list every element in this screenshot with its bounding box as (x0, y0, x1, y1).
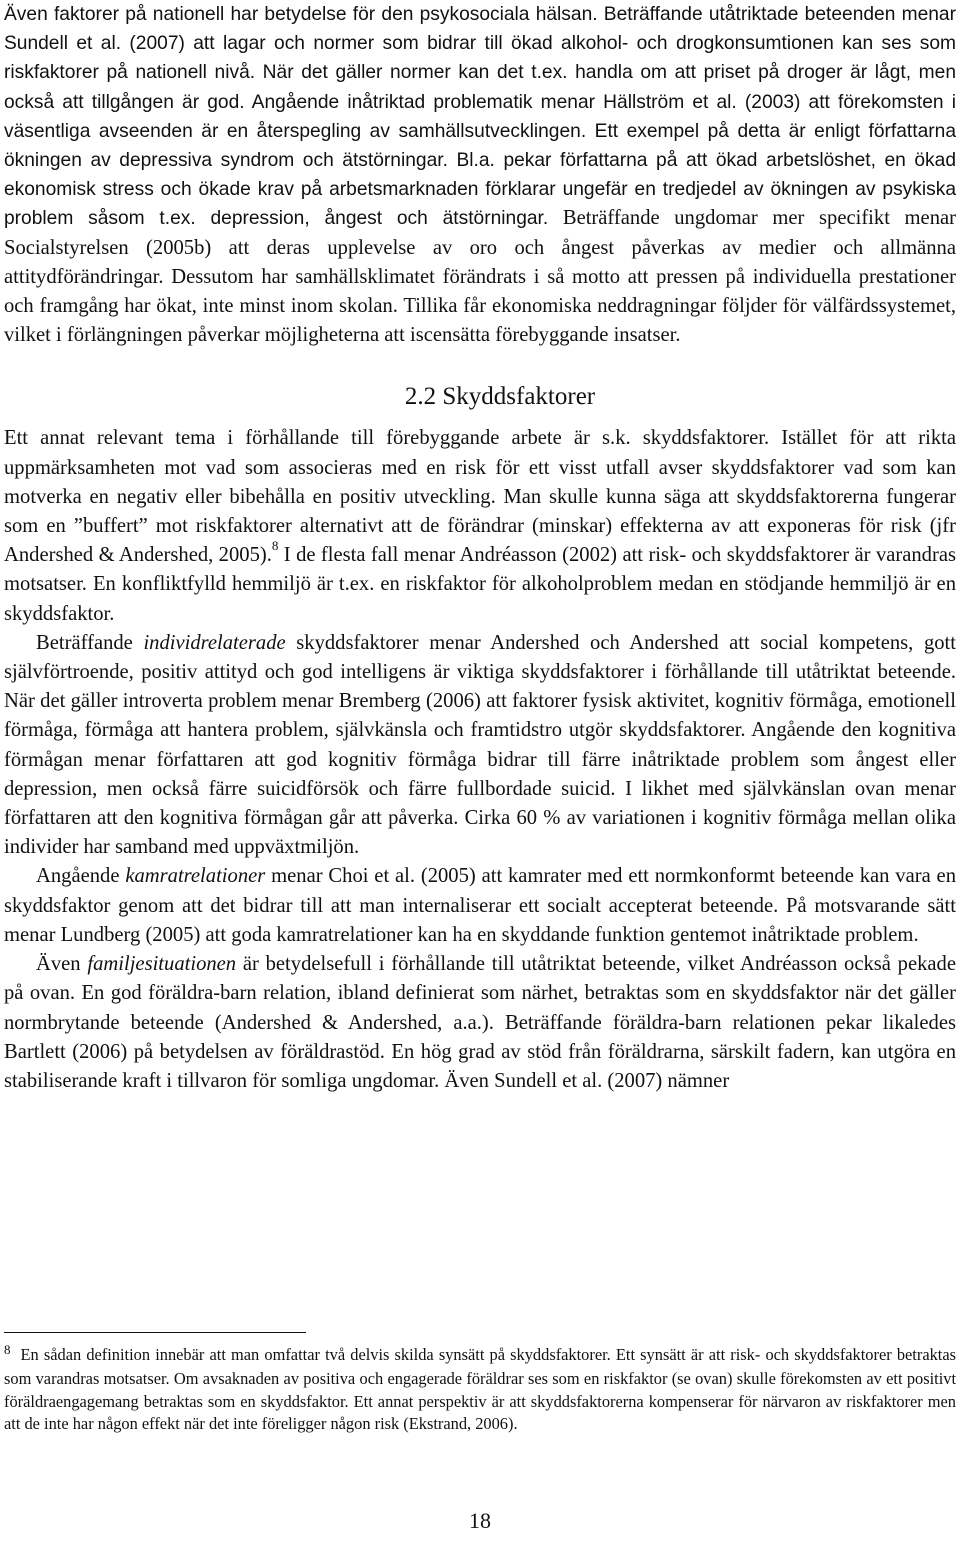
footnote-reference[interactable]: 8 (271, 538, 279, 554)
footnote-text: En sådan definition innebär att man omfattar två delvis skilda synsätt på skyddsfaktorer. Ett synsätt är att risk- och skyddsfaktorer betraktas som varandras motsatser. Om avsaknaden av positiva och engagerade föräldrar ses som en riskfaktor (se ovan) skulle förekomsten av ett positivt föräldraengagemang betraktas som en skyddsfaktor. Ett annat perspektiv är att skyddsfaktorerna kompenserar för närvaron av riskfaktorer men att de inte har någon effekt när det inte föreligger någon risk (Ekstrand, 2006). (4, 1345, 956, 1434)
paragraph-text-sans: Även faktorer på nationell har betydelse för den psykosociala hälsan. Beträffande utåtriktade beteenden menar Sundell et al. (2007) att lagar och normer som bidrar till ökad alkohol- och drogkonsumtionen kan ses som riskfaktorer på nationell nivå. När det gäller normer kan det t.ex. handla om att priset på droger är lågt, men också att tillgången är god. Angående inåtriktad problematik menar Hällström et al. (2003) att förekomsten i väsentliga avseenden är en återspegling av samhällsutvecklingen. Ett exempel på detta är enligt författarna ökningen av depressiva syndrom och ätstörningar. Bl.a. pekar författarna på att ökad arbetslöshet, en ökad ekonomisk stress och ökade krav på arbetsmarknaden förklarar ungefär en tredjedel av ökningen av psykiska problem såsom t.ex. depression, ångest och ätstörningar. (4, 4, 956, 230)
emphasized-term: kamratrelationer (125, 865, 266, 888)
paragraph-text: Beträffande (36, 631, 144, 654)
paragraph-protective-factors (4, 424, 956, 628)
paragraph-text: Ett annat relevant tema i förhållande till förebyggande arbete är s.k. skyddsfaktorer. Istället för att rikta uppmärksamheten mot vad som associeras med en risk för ett visst utfall avser skyddsfaktorer vad som kan motverka en negativ eller bibehålla en positiv utveckling. Man skulle kunna säga att skyddsfaktorerna fungerar som en ”buffert” mot riskfaktorer alternativt att de förändrar (minskar) effekterna av att exponeras för risk (jfr Andershed & Andershed, 2005). (4, 427, 956, 567)
paragraph-text: skyddsfaktorer menar Andershed och Andershed att social kompetens, gott självförtroende, positiv attityd och god intelligens är viktiga skyddsfaktorer i förhållande till utåtriktat beteende. När det gäller introverta problem menar Bremberg (2006) att faktorer fysisk aktivitet, kognitiv förmåga, emotionell förmåga, förmåga att hantera problem, självkänsla och framtidstro utgör skyddsfaktorer. Angående den kognitiva förmågan menar författaren att god kognitiv förmåga bidrar till färre inåtriktade problem som ångest eller depression, men också färre suicidförsök och färre fullbordade suicid. I likhet med självkänslan ovan menar författaren att den kognitiva förmågan går att påverka. Cirka 60 % av variationen i kognitiv förmåga mellan olika individer har samband med uppväxtmiljön. (4, 631, 956, 859)
paragraph-text: menar Choi et al. (2005) att kamrater med ett normkonformt beteende kan vara en skyddsfaktor genom att det bidrar till att man internaliserar ett socialt accepterat beteende. På motsvarande sätt menar Lundberg (2005) att goda kamratrelationer kan ha en skyddande funktion gentemot inåtriktade problem. (4, 865, 956, 946)
emphasized-term: individrelaterade (143, 631, 286, 654)
emphasized-term: familjesituationen (87, 953, 237, 976)
footnote-marker: 8 (4, 1342, 11, 1357)
page-number: 18 (469, 1508, 491, 1533)
paragraph-family-situation (4, 950, 956, 1096)
paragraph-text: Beträffande ungdomar mer specifikt menar Socialstyrelsen (2005b) att deras upplevelse av oro och ångest påverkas av medier och allmänna attitydförändringar. Dessutom har samhällsklimatet förändrats i så motto att pressen på individuella prestationer och framgång har ökat, inte minst inom skolan. Tillika får ekonomiska neddragningar följder för välfärdssystemet, vilket i förlängningen påverkar möjligheterna att iscensätta förebyggande insatser. (4, 207, 956, 347)
paragraph-peer-relations (4, 862, 956, 950)
paragraph-text: Angående (36, 865, 126, 888)
paragraph-text: I de flesta fall menar Andréasson (2002) att risk- och skyddsfaktorer är varandras motsatser. En konfliktfylld hemmiljö är t.ex. en riskfaktor för alkoholproblem medan en stödjande hemmiljö är en skyddsfaktor. (4, 544, 956, 625)
paragraph-individual-factors (4, 629, 956, 863)
section-heading: 2.2 Skyddsfaktorer (404, 383, 596, 411)
paragraph-national-factors (4, 0, 956, 350)
footnote (4, 1344, 956, 1436)
footnote-divider (4, 1332, 306, 1333)
paragraph-text: är betydelsefull i förhållande till utåtriktat beteende, vilket Andréasson också pekade på ovan. En god föräldra-barn relation, ibland definierat som närhet, betraktas som en skyddsfaktor när det gäller normbrytande beteende (Andershed & Andershed, a.a.). Beträffande föräldra-barn relationen pekar likaledes Bartlett (2006) på betydelsen av föräldrastöd. En hög grad av stöd från föräldrarna, särskilt fadern, kan utgöra en stabiliserande kraft i tillvaron för somliga ungdomar. Även Sundell et al. (2007) nämner (4, 953, 956, 1092)
document-page (4, 0, 956, 1096)
paragraph-text: Även (36, 953, 88, 976)
